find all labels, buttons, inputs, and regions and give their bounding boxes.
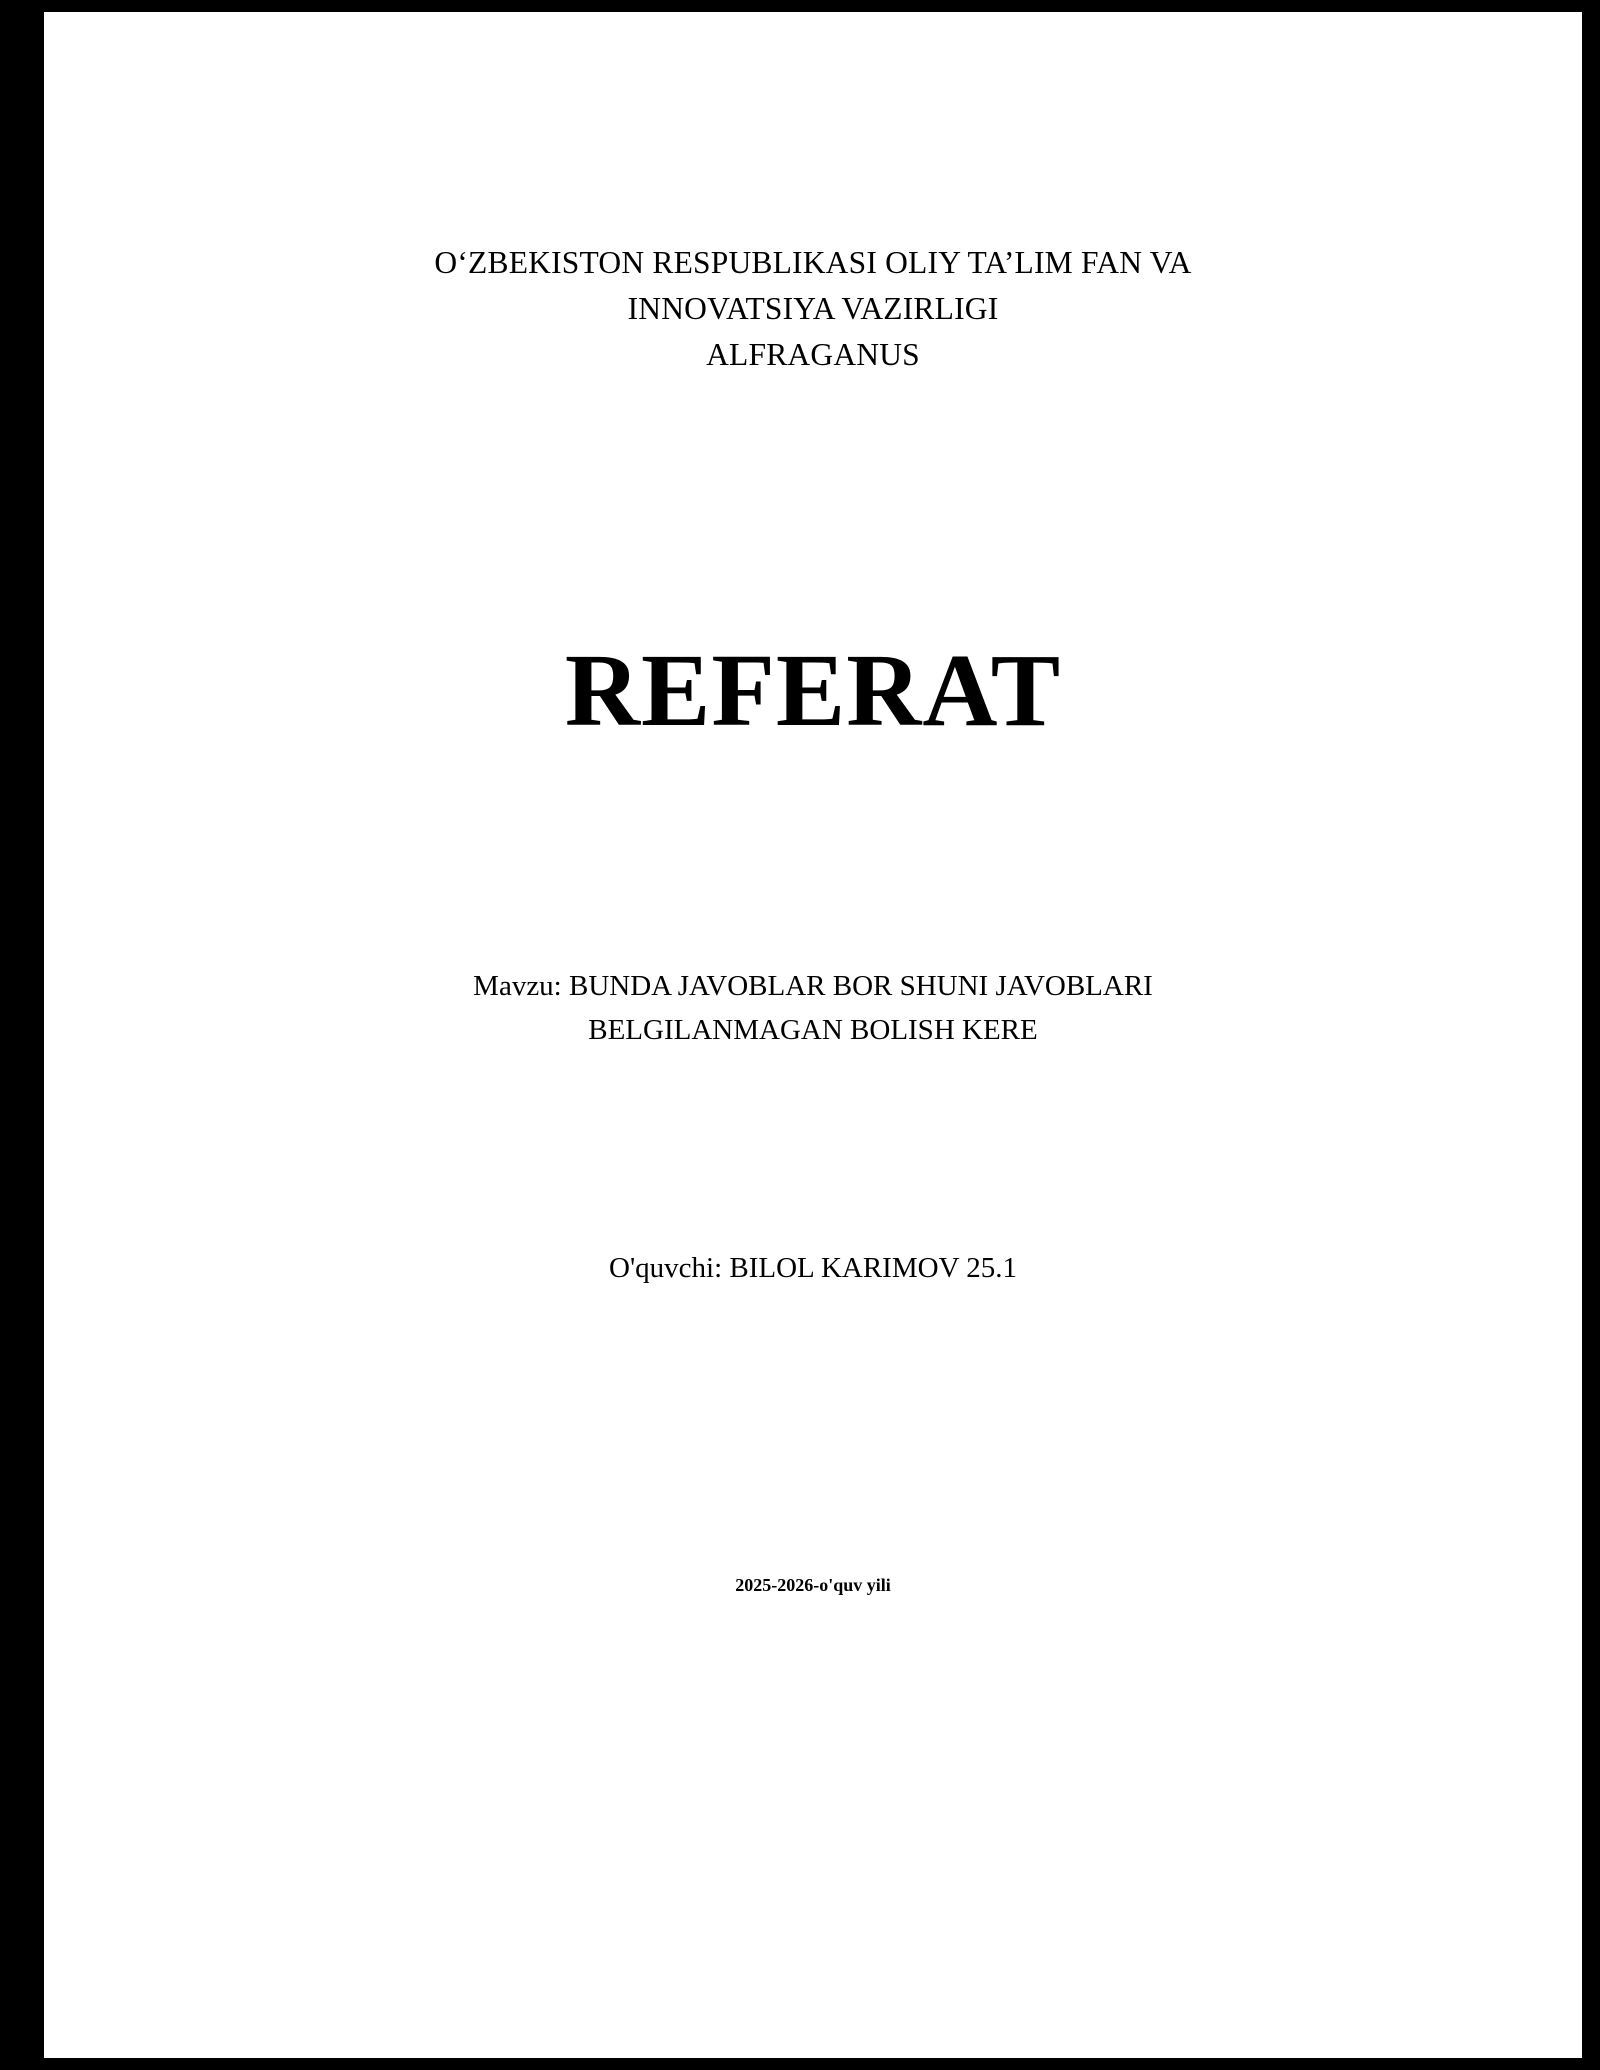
academic-year: 2025-2026-o'quv yili	[735, 1575, 891, 1596]
page-title: REFERAT	[564, 632, 1062, 748]
subject-block	[164, 965, 1462, 1052]
subject-line-2: BELGILANMAGAN BOLISH KERE	[588, 1013, 1038, 1046]
subject-line-1: Mavzu: BUNDA JAVOBLAR BOR SHUNI JAVOBLARI	[473, 970, 1153, 1003]
header-line-1: O‘ZBEKISTON RESPUBLIKASI OLIY TA’LIM FAN VA	[434, 245, 1192, 280]
header-line-2: INNOVATSIYA VAZIRLIGI	[627, 290, 999, 326]
student-name: O'quvchi: BILOL KARIMOV 25.1	[609, 1252, 1017, 1285]
document-page	[42, 10, 1584, 2060]
header-line-3: ALFRAGANUS	[706, 336, 920, 372]
page-content	[44, 12, 1582, 2058]
institution-header	[164, 12, 1462, 378]
